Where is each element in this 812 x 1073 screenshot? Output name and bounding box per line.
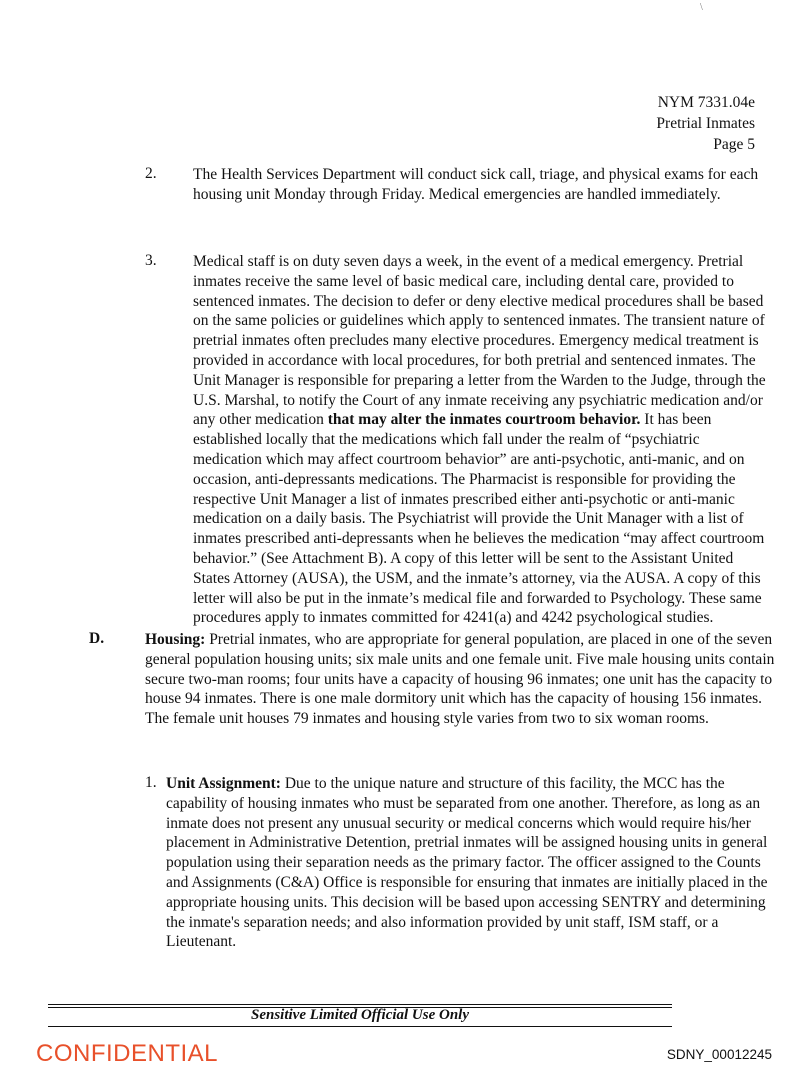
subitem-paragraph — [166, 774, 774, 952]
classification-label: Sensitive Limited Official Use Only — [250, 1007, 470, 1023]
corner-mark: \ — [700, 2, 703, 13]
item-paragraph: The Health Services Department will conduct sick call, triage, and physical exams for each housing unit Monday through Friday. Medical emergencies are handled immediately. — [193, 166, 759, 203]
item-number: 2. — [145, 165, 157, 182]
confidential-label: CONFIDENTIAL — [36, 1040, 219, 1067]
item-number: 3. — [145, 252, 157, 269]
doc-number: NYM 7331.04e — [657, 94, 755, 111]
page-header — [656, 92, 755, 155]
item-text: Medical staff is on duty seven days a week, in the event of a medical emergency. Pretrial inmates receive the same level of basic medical care, including dental care, provided to sentenced inmates. The decision to defer or deny elective medical procedures shall be based on the same policies or guidelines which apply to sentenced inmates. The transient nature of pretrial inmates often precludes many elective procedures. Emergency medical treatment is provided in accordance with local procedures, for both pretrial and sentenced inmates. The Unit Manager is responsible for preparing a letter from the Warden to the Judge, through the U.S. Marshal, to notify the Court of any inmate receiving any psychiatric medication and/or any other medication — [193, 253, 766, 429]
subitem-text: Due to the unique nature and structure of this facility, the MCC has the capability of housing inmates who must be separated from one another. Therefore, as long as an inmate does not present any unusual security or medical concerns which would require his/her placement in Administrative Detention, pretrial inmates will be assigned housing units in general population using their separation needs as the primary factor. The officer assigned to the Counts and Assignments (C&A) Office is responsible for ensuring that inmates are initially placed in the appropriate housing units. This decision will be based upon accessing SENTRY and determining the inmate's separation needs; and also information provided by unit staff, ISM staff, or a Lieutenant. — [166, 775, 768, 951]
footer-underline — [48, 1026, 672, 1027]
subitem-heading: Unit Assignment: — [166, 775, 281, 792]
bates-number: SDNY_00012245 — [666, 1047, 772, 1062]
section-heading: Housing: — [145, 631, 206, 648]
subitem-number: 1. — [145, 774, 157, 791]
item-paragraph — [193, 252, 771, 628]
section-text: Pretrial inmates, who are appropriate for general population, are placed in one of the seven general population housing units; six male units and one female unit. Five male housing units contain secure two-man rooms; four units have a capacity of housing 96 inmates; one unit has the capacity to house 94 inmates. There is one male dormitory unit which has the capacity of housing 156 inmates. The female unit houses 79 inmates and housing style varies from two to six woman rooms. — [145, 631, 775, 728]
page-number: Page 5 — [713, 136, 755, 153]
item-bold-text: that may alter the inmates courtroom behavior. — [327, 411, 641, 429]
section-paragraph — [145, 630, 783, 729]
doc-title: Pretrial Inmates — [656, 115, 755, 132]
section-letter: D. — [89, 630, 105, 647]
item-text: It has been established locally that the medications which fall under the realm of “psychiatric medication which may affect courtroom behavior” are anti-psychotic, anti-manic, and on occasion, anti-depressants medications. The Pharmacist is responsible for providing the respective Unit Manager a list of inmates prescribed either anti-psychotic or anti-manic medication on a daily basis. The Psychiatrist will provide the Unit Manager with a list of inmates prescribed anti-depressants when he believes the medication “may affect courtroom behavior.” (See Attachment B). A copy of this letter will be sent to the Assistant United States Attorney (AUSA), the USM, and the inmate’s attorney, via the AUSA. A copy of this letter will also be put in the inmate’s medical file and forwarded to Psychology. These same procedures apply to inmates committed for 4241(a) and 4242 psychological studies. — [193, 411, 765, 627]
